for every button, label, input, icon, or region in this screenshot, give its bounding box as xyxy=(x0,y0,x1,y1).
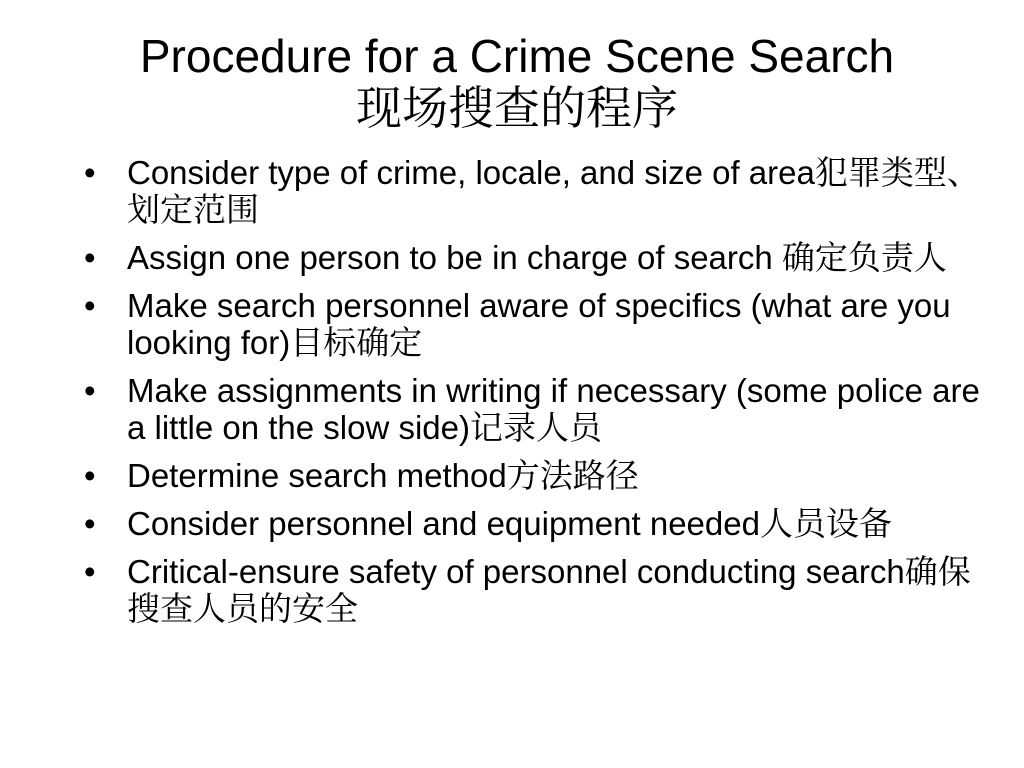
bullet-text-zh: 人员设备 xyxy=(759,505,892,542)
bullet-marker: • xyxy=(84,239,96,276)
bullet-marker: • xyxy=(84,505,96,542)
bullet-list xyxy=(84,154,984,638)
bullet-item xyxy=(84,287,984,361)
bullet-text-en: Make assignments in writing if necessary (some police are a little on the slow side) xyxy=(127,372,980,446)
title-english: Procedure for a Crime Scene Search xyxy=(139,30,895,82)
bullet-text-zh: 方法路径 xyxy=(506,457,639,494)
bullet-item xyxy=(84,553,984,627)
bullet-item xyxy=(84,154,984,228)
title-chinese: 现场搜查的程序 xyxy=(356,82,678,134)
bullet-marker: • xyxy=(84,154,96,191)
bullet-marker: • xyxy=(84,457,96,494)
bullet-marker: • xyxy=(84,553,96,590)
bullet-text-zh: 目标确定 xyxy=(290,324,423,361)
bullet-item xyxy=(84,505,984,542)
bullet-text-zh: 确保搜查人员的安全 xyxy=(127,553,971,627)
bullet-marker: • xyxy=(84,372,96,409)
bullet-text-en: Make search personnel aware of specifics (what are you looking for) xyxy=(127,287,951,361)
slide-title xyxy=(0,30,1024,134)
bullet-text-zh: 确定负责人 xyxy=(781,239,947,276)
bullet-item xyxy=(84,372,984,446)
bullet-item xyxy=(84,239,984,276)
bullet-text-en: Determine search method xyxy=(127,457,507,494)
bullet-text-en: Consider type of crime, locale, and size of area xyxy=(127,154,815,191)
bullet-text-zh: 记录人员 xyxy=(470,409,603,446)
bullet-text-zh: 犯罪类型、划定范围 xyxy=(127,154,980,228)
bullet-item xyxy=(84,457,984,494)
bullet-text-en: Critical-ensure safety of personnel conducting search xyxy=(127,553,905,590)
bullet-marker: • xyxy=(84,287,96,324)
bullet-text-en: Assign one person to be in charge of search xyxy=(127,239,782,276)
bullet-text-en: Consider personnel and equipment needed xyxy=(127,505,760,542)
